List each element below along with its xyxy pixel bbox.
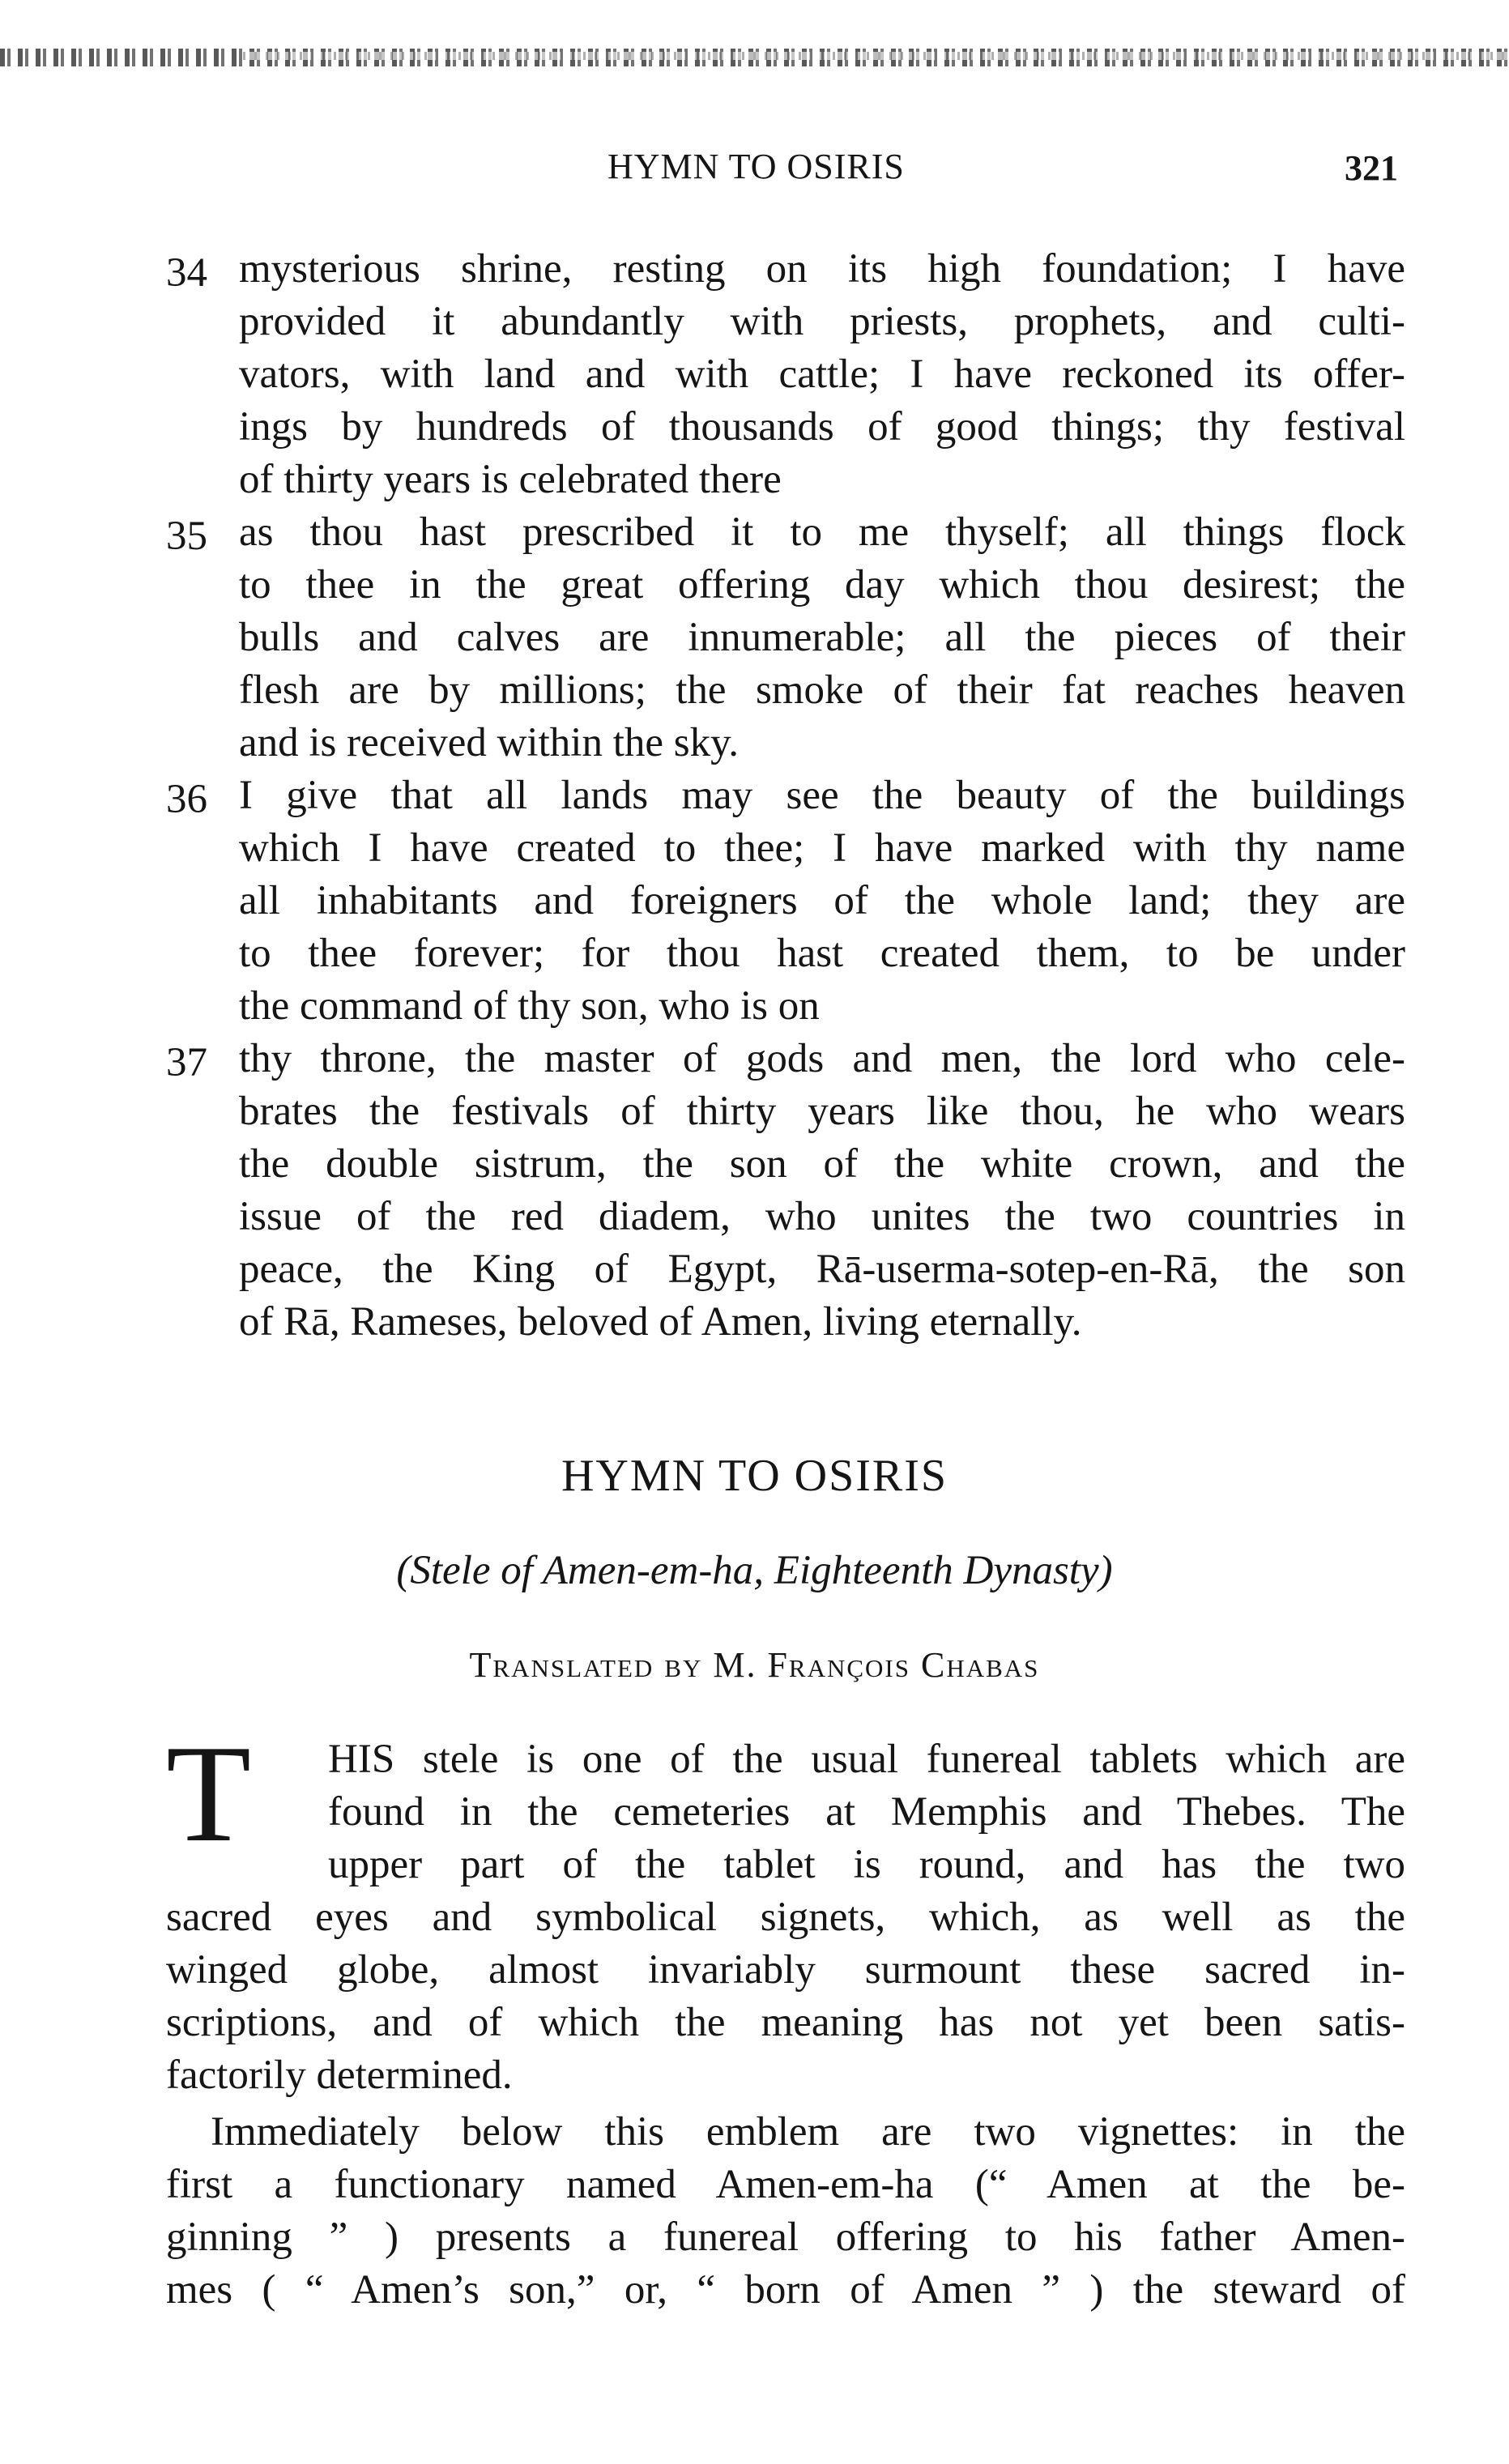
verse-line: of Rā, Rameses, beloved of Amen, living eternally. <box>239 1299 1082 1345</box>
intro-line: HIS stele is one of the usual funereal tablets which are <box>328 1737 1405 1782</box>
scan-edge-artifact-fade <box>243 52 1509 60</box>
verse-line: bulls and calves are innumerable; all the pieces of their <box>239 615 1405 660</box>
verse-line: to thee in the great offering day which thou desirest; the <box>239 562 1405 607</box>
verse-line: thy throne, the master of gods and men, the lord who cele- <box>239 1036 1405 1081</box>
verse-line: and is received within the sky. <box>239 720 740 765</box>
intro-line: upper part of the tablet is round, and has the two <box>328 1842 1405 1887</box>
verse-line: mysterious shrine, resting on its high foundation; I have <box>239 246 1405 292</box>
intro-line: sacred eyes and symbolical signets, which, as well as the <box>166 1895 1405 1940</box>
verse-line: vators, with land and with cattle; I have reckoned its offer- <box>239 352 1405 397</box>
verse-line: brates the festivals of thirty years like thou, he who wears <box>239 1089 1405 1134</box>
page-number: 321 <box>1345 148 1398 188</box>
intro-line: scriptions, and of which the meaning has not yet been satis- <box>166 2000 1405 2045</box>
running-head-title: HYMN TO OSIRIS <box>607 147 905 186</box>
section-title: HYMN TO OSIRIS <box>561 1451 948 1501</box>
verse-number: 37 <box>166 1040 207 1085</box>
section-subtitle: (Stele of Amen-em-ha, Eighteenth Dynasty) <box>396 1548 1113 1593</box>
body-line: first a functionary named Amen-em-ha (“ Amen at the be- <box>166 2162 1405 2207</box>
body-line: ginning ” ) presents a funereal offering to his father Amen- <box>166 2215 1405 2260</box>
verse-number: 36 <box>166 777 207 822</box>
verse-line: of thirty years is celebrated there <box>239 457 782 502</box>
verse-line: ings by hundreds of thousands of good things; thy festival <box>239 404 1405 450</box>
verse-line: issue of the red diadem, who unites the two countries in <box>239 1194 1405 1239</box>
verse-line: provided it abundantly with priests, prophets, and culti- <box>239 299 1405 344</box>
verse-line: peace, the King of Egypt, Rā-userma-sotep-en-Rā, the son <box>239 1247 1405 1292</box>
body-line: Immediately below this emblem are two vignettes: in the <box>211 2109 1405 2155</box>
verse-line: flesh are by millions; the smoke of their fat reaches heaven <box>239 667 1405 713</box>
running-head <box>0 146 1509 202</box>
verse-line: the command of thy son, who is on <box>239 983 820 1029</box>
body-line: mes ( “ Amen’s son,” or, “ born of Amen ” ) the steward of <box>166 2267 1405 2313</box>
verse-line: to thee forever; for thou hast created them, to be under <box>239 931 1405 976</box>
verse-line: which I have created to thee; I have marked with thy name <box>239 825 1405 871</box>
verse-line: I give that all lands may see the beauty of the buildings <box>239 773 1405 818</box>
drop-cap: T <box>166 1717 252 1871</box>
verse-number: 35 <box>166 514 207 559</box>
verse-line: the double sistrum, the son of the white crown, and the <box>239 1141 1405 1187</box>
verse-line: as thou hast prescribed it to me thyself; all things flock <box>239 509 1405 555</box>
intro-line: factorily determined. <box>166 2053 513 2098</box>
intro-line: winged globe, almost invariably surmount these sacred in- <box>166 1947 1405 1993</box>
translator-credit: Translated by M. François Chabas <box>469 1645 1040 1685</box>
intro-line: found in the cemeteries at Memphis and Thebes. The <box>328 1789 1405 1835</box>
verse-line: all inhabitants and foreigners of the whole land; they are <box>239 878 1405 923</box>
verse-number: 34 <box>166 250 207 296</box>
